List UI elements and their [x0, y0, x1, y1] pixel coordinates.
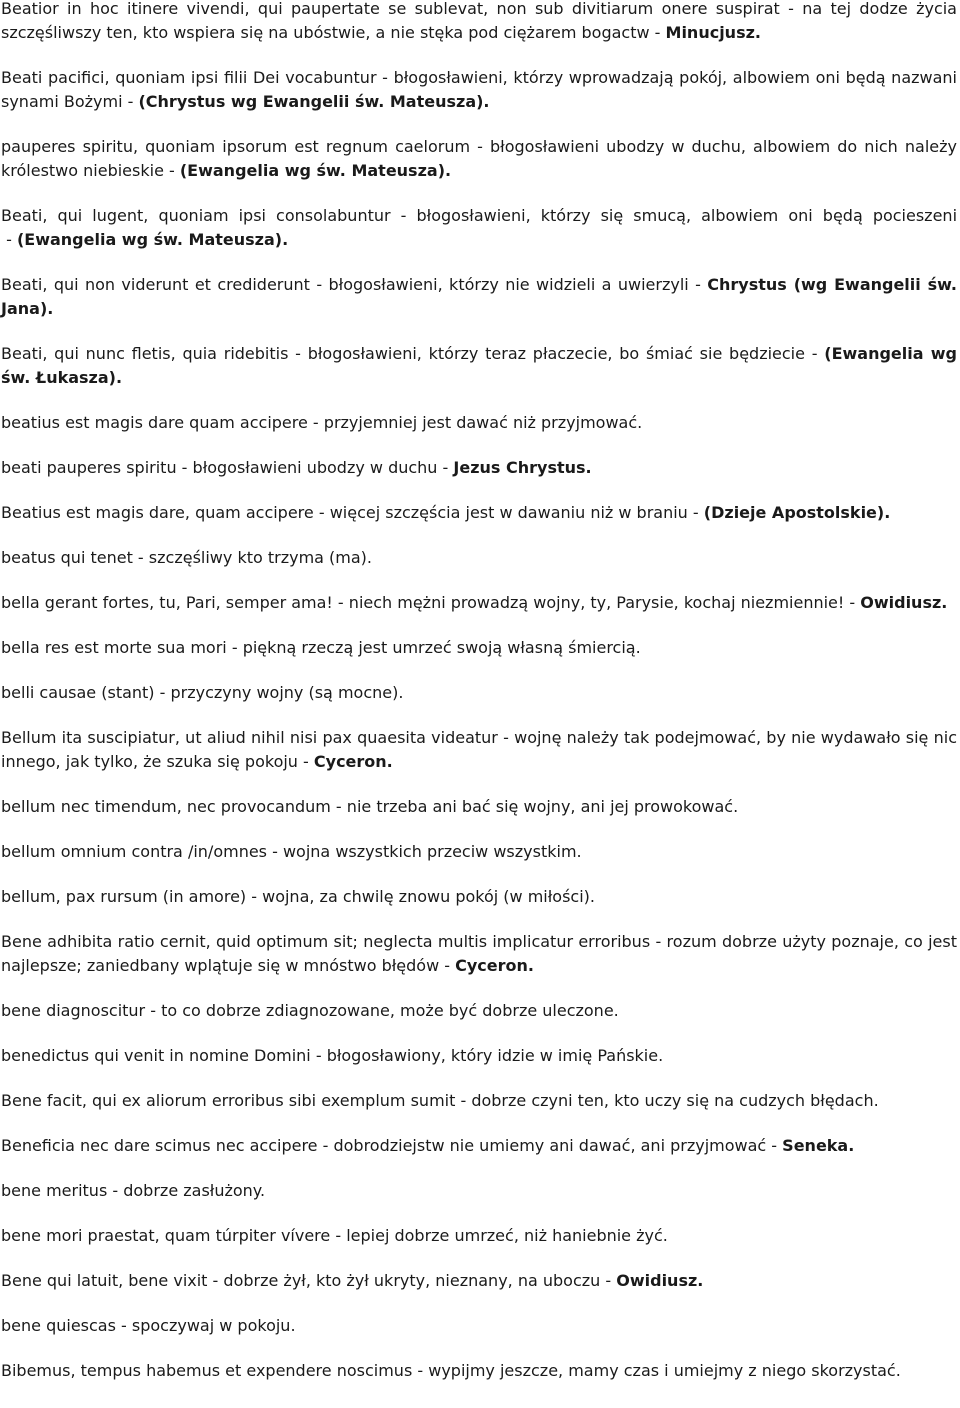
entry-polish: dobrodziejstw nie umiemy ani dawać, ani przyjmować	[333, 1136, 767, 1155]
entry: beati pauperes spiritu - błogosławieni ubodzy w duchu - Jezus Chrystus.	[1, 458, 592, 477]
entry-polish: wojna wszystkich przeciw wszystkim.	[282, 842, 582, 861]
entry: Beati, qui lugent, quoniam ipsi consolabuntur - błogosławieni, którzy się smucą, albowiem oni będą pocieszeni - (Ewangelia wg św. Mateusza).	[1, 206, 958, 249]
entry-polish: dobrze czyni ten, kto uczy się na cudzych błędach.	[471, 1091, 879, 1110]
entry-polish: więcej szczęścia jest w dawaniu niż w braniu	[329, 503, 688, 522]
entry: Beati, qui nunc fletis, quia ridebitis - błogosławieni, którzy teraz płaczecie, bo śmiać sie będziecie - (Ewangelia wg św. Łukasza).	[1, 344, 957, 387]
entry-polish: błogosławieni ubodzy w duchu	[192, 458, 438, 477]
entry-polish: nie trzeba ani bać się wojny, ani jej prowokować.	[346, 797, 739, 816]
entry: Beati, qui non viderunt et crediderunt - błogosławieni, którzy nie widzieli a uwierzyli - Chrystus (wg Ewangelii św. Jana).	[1, 275, 957, 318]
entry-latin: beatius est magis dare quam accipere	[1, 413, 308, 432]
entry-source: Jezus Chrystus.	[453, 458, 592, 477]
entry-latin: Bene facit, qui ex aliorum erroribus sibi exemplum sumit	[1, 1091, 456, 1110]
entry-polish: na tej dodze życia szczęśliwszy ten, kto wspiera się na ubóstwie, a nie stęka pod ciężarem bogactw	[1, 0, 957, 42]
entry-polish: wojnę należy tak podejmować, by nie wydawało się nic innego, jak tylko, że szuka się pokoju	[1, 728, 958, 771]
entry-source: (Dzieje Apostolskie).	[703, 503, 891, 522]
entry-source: (Chrystus wg Ewangelii św. Mateusza).	[138, 92, 490, 111]
entry-polish: błogosławieni ubodzy w duchu, albowiem do nich należy królestwo niebieskie	[1, 137, 958, 180]
entry: bella res est morte sua mori - piękną rzeczą jest umrzeć swoją własną śmiercią.	[1, 638, 641, 657]
entry-latin: bellum nec timendum, nec provocandum	[1, 797, 331, 816]
entry-latin: beatus qui tenet	[1, 548, 133, 567]
entry-polish: dobrze zasłużony.	[123, 1181, 266, 1200]
entry-latin: pauperes spiritu, quoniam ipsorum est regnum caelorum	[1, 137, 471, 156]
entry-polish: błogosławieni, którzy teraz płaczecie, bo śmiać sie będziecie	[307, 344, 805, 363]
entry-source: Owidiusz.	[860, 593, 948, 612]
entry: Bene adhibita ratio cernit, quid optimum sit; neglecta multis implicatur erroribus - rozum dobrze użyty poznaje, co jest najlepsze; zaniedbany wplątuje się w mnóstwo błędów - Cyceron.	[1, 932, 958, 975]
entry: bene meritus - dobrze zasłużony.	[1, 1181, 266, 1200]
entry-polish: dobrze żył, kto żył ukryty, nieznany, na uboczu	[223, 1271, 601, 1290]
entry-polish: niech mężni prowadzą wojny, ty, Parysie, kochaj niezmiennie!	[348, 593, 845, 612]
entry: Beati pacifici, quoniam ipsi filii Dei vocabuntur - błogosławieni, którzy wprowadzają pokój, albowiem oni będą nazwani synami Bożymi - (Chrystus wg Ewangelii św. Mateusza).	[1, 68, 957, 111]
entry-source: Seneka.	[782, 1136, 855, 1155]
entry-polish: przyczyny wojny (są mocne).	[170, 683, 404, 702]
entry-latin: Beatius est magis dare, quam accipere	[1, 503, 314, 522]
entry-source: Cyceron.	[455, 956, 534, 975]
entry: bella gerant fortes, tu, Pari, semper ama! - niech mężni prowadzą wojny, ty, Parysie, kochaj niezmiennie! - Owidiusz.	[1, 593, 948, 612]
entry: bellum nec timendum, nec provocandum - nie trzeba ani bać się wojny, ani jej prowokować.	[1, 797, 739, 816]
entry-polish: wypijmy jeszcze, mamy czas i umiejmy z niego skorzystać.	[428, 1361, 901, 1380]
entry-source: Owidiusz.	[616, 1271, 704, 1290]
entry: bellum omnium contra /in/omnes - wojna wszystkich przeciw wszystkim.	[1, 842, 582, 861]
entry: Beneficia nec dare scimus nec accipere - dobrodziejstw nie umiemy ani dawać, ani przyjmować - Seneka.	[1, 1136, 855, 1155]
entry-polish: piękną rzeczą jest umrzeć swoją własną śmiercią.	[242, 638, 641, 657]
entry-source: (Ewangelia wg św. Łukasza).	[1, 344, 957, 387]
entry-source: Minucjusz.	[665, 23, 761, 42]
entry-polish: błogosławieni, którzy wprowadzają pokój, albowiem oni będą nazwani synami Bożymi	[1, 68, 957, 111]
entry-latin: belli causae (stant)	[1, 683, 155, 702]
entry: Bibemus, tempus habemus et expendere noscimus - wypijmy jeszcze, mamy czas i umiejmy z niego skorzystać.	[1, 1361, 901, 1380]
entry: benedictus qui venit in nomine Domini - błogosławiony, który idzie w imię Pańskie.	[1, 1046, 664, 1065]
entry-latin: Beati, qui nunc fletis, quia ridebitis	[1, 344, 289, 363]
entry: pauperes spiritu, quoniam ipsorum est regnum caelorum - błogosławieni ubodzy w duchu, albowiem do nich należy królestwo niebieskie - (Ewangelia wg św. Mateusza).	[1, 137, 958, 180]
entry-latin: Beati, qui lugent, quoniam ipsi consolabuntur	[1, 206, 391, 225]
entry: Beatius est magis dare, quam accipere - więcej szczęścia jest w dawaniu niż w braniu - (Dzieje Apostolskie).	[1, 503, 891, 522]
entry: beatius est magis dare quam accipere - przyjemniej jest dawać niż przyjmować.	[1, 413, 643, 432]
entry: Bene facit, qui ex aliorum erroribus sibi exemplum sumit - dobrze czyni ten, kto uczy się na cudzych błędach.	[1, 1091, 879, 1110]
entry-polish: szczęśliwy kto trzyma (ma).	[148, 548, 373, 567]
entry-latin: bella res est morte sua mori	[1, 638, 227, 657]
entry: Bellum ita suscipiatur, ut aliud nihil nisi pax quaesita videatur - wojnę należy tak podejmować, by nie wydawało się nic innego, jak tylko, że szuka się pokoju - Cyceron.	[1, 728, 958, 771]
entry-latin: Bellum ita suscipiatur, ut aliud nihil nisi pax quaesita videatur	[1, 728, 498, 747]
entry-latin: Beati pacifici, quoniam ipsi filii Dei vocabuntur	[1, 68, 377, 87]
entry: bene diagnoscitur - to co dobrze zdiagnozowane, może być dobrze uleczone.	[1, 1001, 619, 1020]
entry: beatus qui tenet - szczęśliwy kto trzyma (ma).	[1, 548, 373, 567]
entry-latin: Beati, qui non viderunt et crediderunt	[1, 275, 310, 294]
entry-latin: Bibemus, tempus habemus et expendere noscimus	[1, 1361, 413, 1380]
entry-latin: bene mori praestat, quam túrpiter vívere	[1, 1226, 331, 1245]
entry: bellum, pax rursum (in amore) - wojna, za chwilę znowu pokój (w miłości).	[1, 887, 595, 906]
entry: bene quiescas - spoczywaj w pokoju.	[1, 1316, 296, 1335]
entry-latin: bellum, pax rursum (in amore)	[1, 887, 247, 906]
entry: Beatior in hoc itinere vivendi, qui paupertate se sublevat, non sub divitiarum onere suspirat - na tej dodze życia szczęśliwszy ten, kto wspiera się na ubóstwie, a nie stęka pod ciężarem bogactw - Minucjusz.	[1, 0, 957, 42]
entry-latin: beati pauperes spiritu	[1, 458, 177, 477]
entry-latin: Beatior in hoc itinere vivendi, qui paupertate se sublevat, non sub divitiarum onere suspirat	[1, 0, 780, 18]
entry-polish: spoczywaj w pokoju.	[131, 1316, 296, 1335]
entry-polish: lepiej dobrze umrzeć, niż haniebnie żyć.	[346, 1226, 668, 1245]
entry-polish: błogosławieni, którzy nie widzieli a uwierzyli	[328, 275, 689, 294]
entry-polish: przyjemniej jest dawać niż przyjmować.	[323, 413, 643, 432]
entry-latin: bellum omnium contra /in/omnes	[1, 842, 268, 861]
entry-latin: bella gerant fortes, tu, Pari, semper ama!	[1, 593, 333, 612]
entry-latin: benedictus qui venit in nomine Domini	[1, 1046, 311, 1065]
entry-source: Cyceron.	[313, 752, 393, 771]
entry-polish: błogosławiony, który idzie w imię Pańskie.	[326, 1046, 664, 1065]
entry-polish: błogosławieni, którzy się smucą, albowiem oni będą pocieszeni	[416, 206, 958, 225]
entry: Bene qui latuit, bene vixit - dobrze żył, kto żył ukryty, nieznany, na uboczu - Owidiusz.	[1, 1271, 704, 1290]
entry: bene mori praestat, quam túrpiter vívere - lepiej dobrze umrzeć, niż haniebnie żyć.	[1, 1226, 668, 1245]
entry-latin: bene quiescas	[1, 1316, 116, 1335]
entry-latin: Bene qui latuit, bene vixit	[1, 1271, 208, 1290]
entry-source: (Ewangelia wg św. Mateusza).	[179, 161, 452, 180]
entry-latin: Beneficia nec dare scimus nec accipere	[1, 1136, 318, 1155]
entry-source: (Ewangelia wg św. Mateusza).	[16, 230, 289, 249]
entry-latin: bene meritus	[1, 1181, 108, 1200]
entry-source: Chrystus (wg Ewangelii św. Jana).	[1, 275, 957, 318]
entry-polish: wojna, za chwilę znowu pokój (w miłości).	[262, 887, 595, 906]
entry-latin: bene diagnoscitur	[1, 1001, 146, 1020]
entry-polish: to co dobrze zdiagnozowane, może być dobrze uleczone.	[161, 1001, 619, 1020]
entry: belli causae (stant) - przyczyny wojny (są mocne).	[1, 683, 404, 702]
entry-polish: rozum dobrze użyty poznaje, co jest najlepsze; zaniedbany wplątuje się w mnóstwo błędów	[1, 932, 958, 975]
entry-latin: Bene adhibita ratio cernit, quid optimum sit; neglecta multis implicatur erroribus	[1, 932, 651, 951]
